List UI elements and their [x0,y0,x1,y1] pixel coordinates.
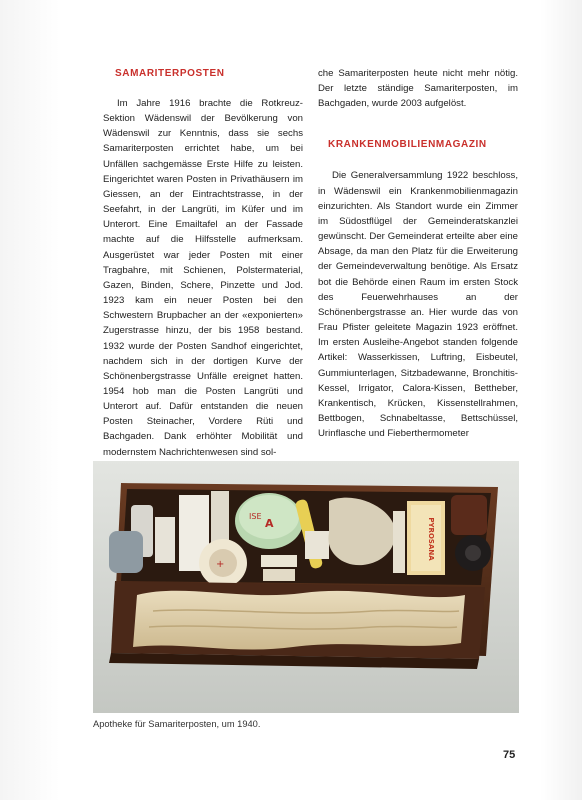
section-heading-krankenmobilienmagazin: KRANKENMOBILIENMAGAZIN [328,139,487,151]
svg-text:A: A [265,517,274,530]
right-column [318,66,518,441]
svg-text:ISE: ISE [249,512,262,521]
body-paragraph: Die Generalversammlung 1922 beschloss, in Wädenswil ein Krankenmobilienmagazin einzurichten. Als Standort wurde ein Zimmer im Südostflügel der Gemeinderatskanzlei gewünscht. Der Gemeinderat erteilte aber eine Absage, da man den Platz für die Erweiterung der Gemeindeverwaltung benötige. Als Ersatz bot die Behörde einen Raum im ersten Stock des Feuerwehrhauses an der Schönenbergstrasse an. Hier wurde das von Frau Pfister geleitete Magazin 1923 eröffnet. Im ersten Ausleihe-Angebot standen folgende Artikel: Wasserkissen, Luftring, Eisbeutel, Gummiunterlagen, Sitzbadewanne, Bronchitis-Kessel, Irrigator, Calora-Kissen, Bettheber, Krankentisch, Krücken, Kissenstellrahmen, Bettbogen, Schnabeltasse, Bettschüssel, Urinflasche und Fieberthermometer [318,170,518,440]
body-paragraph: Im Jahre 1916 brachte die Rotkreuz-Sektion Wädenswil der Bevölkerung von Wädenswil zur Kenntnis, dass sie sechs Samariterposten errichtet habe, um bei Unfällen sachgemässe Erste Hilfe zu leisten. Eingerichtet waren Posten in Privathäusern im Giessen, an der Eintrachtstrasse, in der Seefahrt, in der Langrüti, im Küfer und im Unterort. Eine Emailtafel an der Fassade machte auf die Hilfsstelle aufmerksam. Ausgerüstet war jeder Posten mit einer Tragbahre, mit Schienen, Polstermaterial, Gazen, Binden, Schere, Pinzette und Jod. 1923 kam ein neuer Posten bei den Schwestern Brupbacher an der «exponierten» Zugerstrasse hinzu, der bis 1958 bestand. 1932 wurde der Posten Sandhof eingerichtet, nachdem sich in der dortigen Kurve der Schönenbergstrasse Unfälle ereignet hatten. 1954 hob man die Posten Langrüti und Unterort auf. Dafür entstanden die neuen Posten Steinacher, Vordere Rüti und Bachgaden. Dank erhöhter Mobilität und modernstem Nachrichtenwesen sind sol- [103,98,303,458]
pyrosana-label: PYROSANA [427,517,435,561]
photo-samaritan-medicine-box [93,461,519,713]
svg-text:+: + [216,559,225,570]
left-column [103,66,303,460]
body-paragraph-continuation: che Samariterposten heute nicht mehr nötig. Der letzte ständige Samariterposten, im Bachgaden, wurde 2003 aufgelöst. [318,68,518,110]
photo-caption: Apotheke für Samariterposten, um 1940. [93,719,261,729]
page-number: 75 [503,749,516,761]
section-heading-samariterposten: SAMARITERPOSTEN [115,68,225,79]
